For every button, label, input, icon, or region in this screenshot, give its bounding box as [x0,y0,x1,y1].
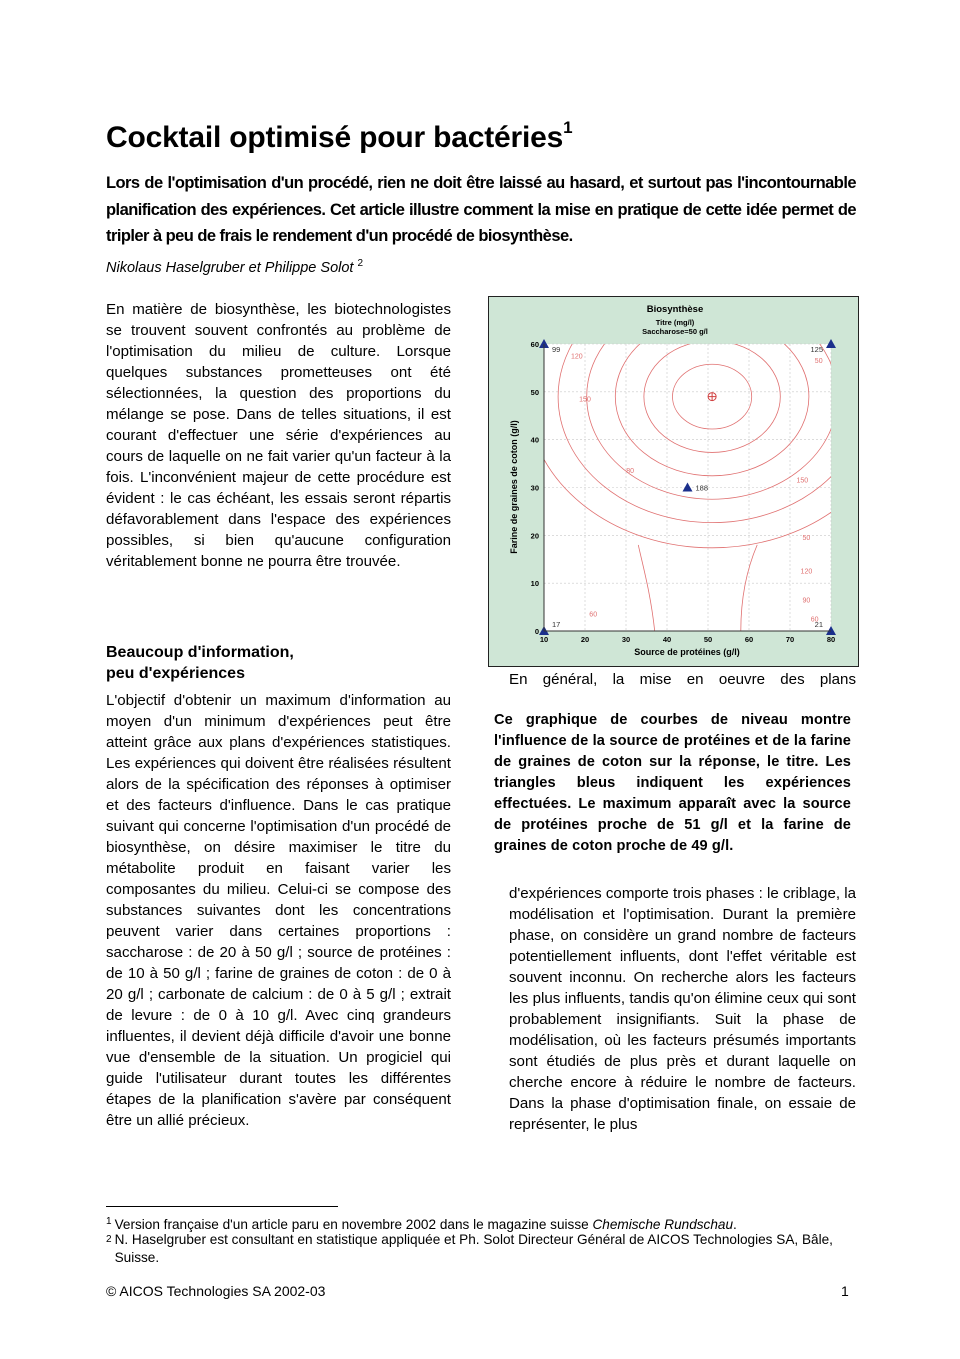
x-axis-label: Source de protéines (g/l) [634,647,740,657]
footnote-ref-1[interactable]: 1 [563,118,573,137]
x-tick-label: 40 [662,635,672,644]
contour-label: 60 [589,611,598,619]
chart-subtitle-1: Titre (mg/l) [655,318,695,327]
footnote-1-magazine: Chemische Rundschau [592,1217,734,1232]
section-heading-line2: peu d'expériences [106,665,245,682]
x-tick-label: 50 [703,635,713,644]
footnote-1-mark: 1 [106,1216,112,1227]
x-tick-label: 10 [539,635,549,644]
experiment-value-label: 99 [552,345,561,354]
page-number: 1 [841,1283,849,1299]
footnote-divider [106,1206,338,1207]
contour-chart-figure [488,296,859,667]
footnote-1-text: Version française d'un article paru en novembre 2002 dans le magazine suisse [114,1217,589,1232]
body-paragraph-3-continued: d'expériences comporte trois phases : le criblage, la modélisation et l'optimisation. Durant la première phase, on considère un grand nombre de facteurs potentiellement influents, dont l'effet véritable est souvent inconnu. On recherche alors les facteurs les plus influents, tandis qu'on élimine ceux qui sont probablement insignifiants. Suit la phase de modélisation, où les facteurs présumés importants sont étudiés de plus près et durant laquelle on cherche encore à réduire le nombre de facteurs. Dans la phase d'optimisation finale, on essaie de représenter, le plus [509,885,856,1133]
y-tick-label: 50 [530,387,539,397]
experiment-value-label: 21 [814,620,823,629]
contour-label: 150 [796,477,809,485]
contour-label: 120 [570,353,583,361]
footnote-2-text: N. Haselgruber est consultant en statistique appliquée et Ph. Solot Directeur Général de AICOS Technologies SA, Bâle, Suisse. [114,1232,833,1265]
x-tick-label: 70 [785,635,795,644]
contour-label: 80 [626,468,634,476]
x-tick-label: 60 [744,635,754,644]
optimum-marker [708,393,716,401]
footnote-1-end: . [733,1217,737,1232]
y-tick-labels [531,340,539,636]
y-tick-label: 40 [530,435,539,445]
x-tick-label: 80 [826,635,836,644]
contour-chart [489,297,858,666]
contour-label: 50 [814,358,823,366]
section-heading [106,642,451,684]
article-title [106,118,572,155]
contour-label: 120 [800,568,813,576]
section-heading-line1: Beaucoup d'information, [106,644,294,661]
y-tick-label: 20 [530,531,539,541]
chart-subtitle-2: Saccharose=50 g/l [642,327,708,336]
y-tick-label: 60 [530,340,539,349]
experiment-triangle [826,339,836,348]
x-tick-label: 20 [580,635,590,644]
body-paragraph-1: En matière de biosynthèse, les biotechnologistes se trouvent souvent confrontés au problème de l'optimisation du milieu de culture. Lorsque quelques substances prometteuses ont été sélectionnées, la question des proportions du mélange se pose. Dans de telles situations, il est courant d'effectuer une série d'expériences au cours de laquelle on ne fait varier qu'un facteur à la fois. L'inconvénient majeur de cette procédure est évident : le cas échéant, les essais seront répartis défavorablement dans l'espace des expériences possibles, si bien qu'aucune configuration véritablement bonne ne pourra être trouvée. [106,301,451,570]
contour-label: 50 [802,535,811,543]
authors-text: Nikolaus Haselgruber et Philippe Solot [106,260,354,276]
y-tick-label: 0 [534,627,539,636]
y-axis-label: Farine de graines de coton (g/l) [509,420,519,554]
contour-label: 90 [802,597,811,605]
body-paragraph-2: L'objectif d'obtenir un maximum d'information au moyen d'un minimum d'expériences peut être atteint grâce aux plans d'expériences statistiques. Les expériences qui doivent être réalisées résultent alors de la spécification des réponses à optimiser et des facteurs d'influence. Dans le cas pratique suivant qui concerne l'optimisation d'un procédé de biosynthèse, on désire maximiser le titre du métabolite produit en faisant varier les composantes du milieu. Celui-ci se compose des substances suivantes dont les concentrations peuvent varier dans certaines proportions : saccharose : de 20 à 50 g/l ; source de protéines : de 10 à 50 g/l ; farine de graines de coton : de 0 à 20 g/l ; carbonate de calcium : de 0 à 5 g/l ; extrait de levure : de 0 à 10 g/l. Avec cinq grandeurs influentes, il devient déjà difficile d'avoir une bonne vue d'ensemble de la situation. Un progiciel qui guide l'utilisateur durant toutes les différentes étapes de la planification s'avère par conséquent être un allié précieux. [106,692,451,1129]
authors-line [106,258,363,276]
body-paragraph-3-start: En général, la mise en oeuvre des plans [509,671,856,688]
contour-label: 150 [579,396,591,404]
figure-caption: Ce graphique de courbes de niveau montre l'influence de la source de protéines et de la farine de graines de coton sur la réponse, le titre. Les triangles bleus indiquent les expériences effectuées. Le maximum apparaît avec la source de protéines proche de 51 g/l et la farine de graines de coton proche de 49 g/l. [494,712,851,854]
article-title-text: Cocktail optimisé pour bactéries [106,121,564,154]
footnote-2-mark: 2 [106,1234,112,1245]
footnote-2 [106,1231,866,1266]
contour-label: 60 [810,616,819,624]
y-tick-label: 30 [530,483,539,493]
footnote-ref-2[interactable]: 2 [357,258,364,269]
x-tick-label: 30 [621,635,631,644]
lead-paragraph: Lors de l'optimisation d'un procédé, rien ne doit être laissé au hasard, et surtout pas l'incontournable planification des expériences. Cet article illustre comment la mise en pratique de cette idée permet de tripler à peu de frais le rendement d'un procédé de biosynthèse. [106,174,856,245]
y-tick-label: 10 [530,579,539,589]
experiment-value-label: 125 [810,345,823,354]
experiment-value-label: 188 [695,483,709,493]
x-tick-labels [540,635,835,644]
experiment-value-label: 17 [552,620,561,629]
copyright-notice: © AICOS Technologies SA 2002-03 [106,1283,326,1299]
chart-title: Biosynthèse [646,304,704,315]
